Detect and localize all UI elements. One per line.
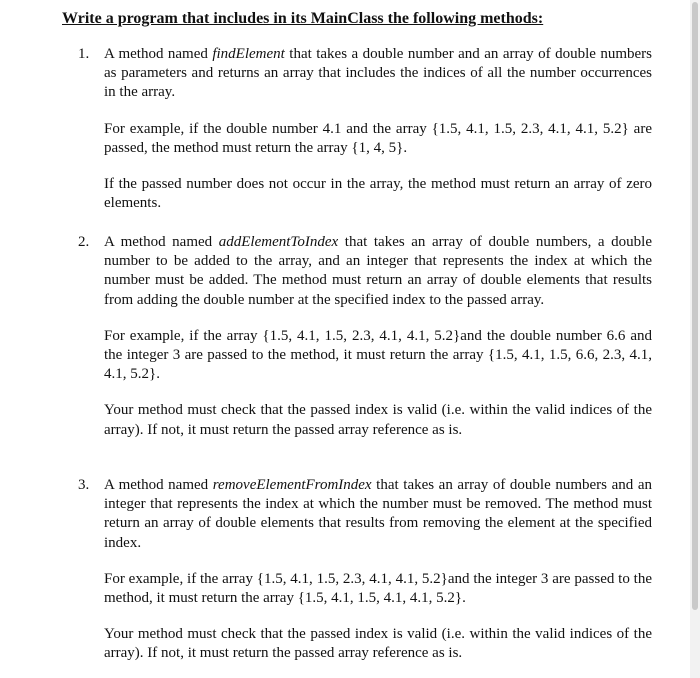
method-name: removeElementFromIndex: [212, 477, 372, 493]
item-note: If the passed number does not occur in the array, the method must return an array of zero elements.: [104, 176, 652, 212]
list-item: [78, 45, 652, 213]
item-example: For example, if the double number 4.1 and the array {1.5, 4.1, 1.5, 2.3, 4.1, 4.1, 5.2} are passed, the method must return the array {1, 4, 5}.: [104, 120, 652, 156]
item-number: 3.: [78, 477, 90, 493]
page-title: Write a program that includes in its MainClass the following methods:: [62, 10, 544, 27]
item-note: Your method must check that the passed index is valid (i.e. within the valid indices of the array). If not, it must return the passed array reference as is.: [104, 626, 652, 662]
item-description: A method named addElementToIndex that takes an array of double numbers, a double number to be added to the array, and an integer that represents the index at which the number must be added. The method must return an array of double elements that results from adding the double number at the specified index to the passed array.: [104, 234, 652, 308]
item-description: A method named findElement that takes a double number and an array of double numbers as parameters and returns an array that includes the indices of all the number occurrences in the array.: [104, 46, 653, 101]
item-note: Your method must check that the passed index is valid (i.e. within the valid indices of the array). If not, it must return the passed array reference as is.: [104, 402, 652, 438]
item-number: 1.: [78, 46, 90, 62]
item-example: For example, if the array {1.5, 4.1, 1.5, 2.3, 4.1, 4.1, 5.2}and the double number 6.6 and the integer 3 are passed to the method, it must return the array {1.5, 4.1, 1.5, 6.6, 2.3, 4.1, 4.1, 5.2}.: [104, 327, 652, 383]
list-item: [78, 476, 652, 664]
scrollbar-thumb[interactable]: [692, 2, 698, 610]
method-name: addElementToIndex: [218, 234, 339, 250]
item-example: For example, if the array {1.5, 4.1, 1.5, 2.3, 4.1, 4.1, 5.2}and the integer 3 are passed to the method, it must return the array {1.5, 4.1, 1.5, 4.1, 4.1, 5.2}.: [104, 570, 652, 607]
item-description: A method named removeElementFromIndex that takes an array of double numbers and an integer that represents the index at which the number must be removed. The method must return an array of double elements that results from removing the element at the specified index.: [104, 477, 652, 551]
vertical-scrollbar[interactable]: [690, 0, 700, 678]
list-item: [78, 233, 652, 440]
item-number: 2.: [78, 234, 90, 250]
method-name: findElement: [212, 46, 285, 62]
